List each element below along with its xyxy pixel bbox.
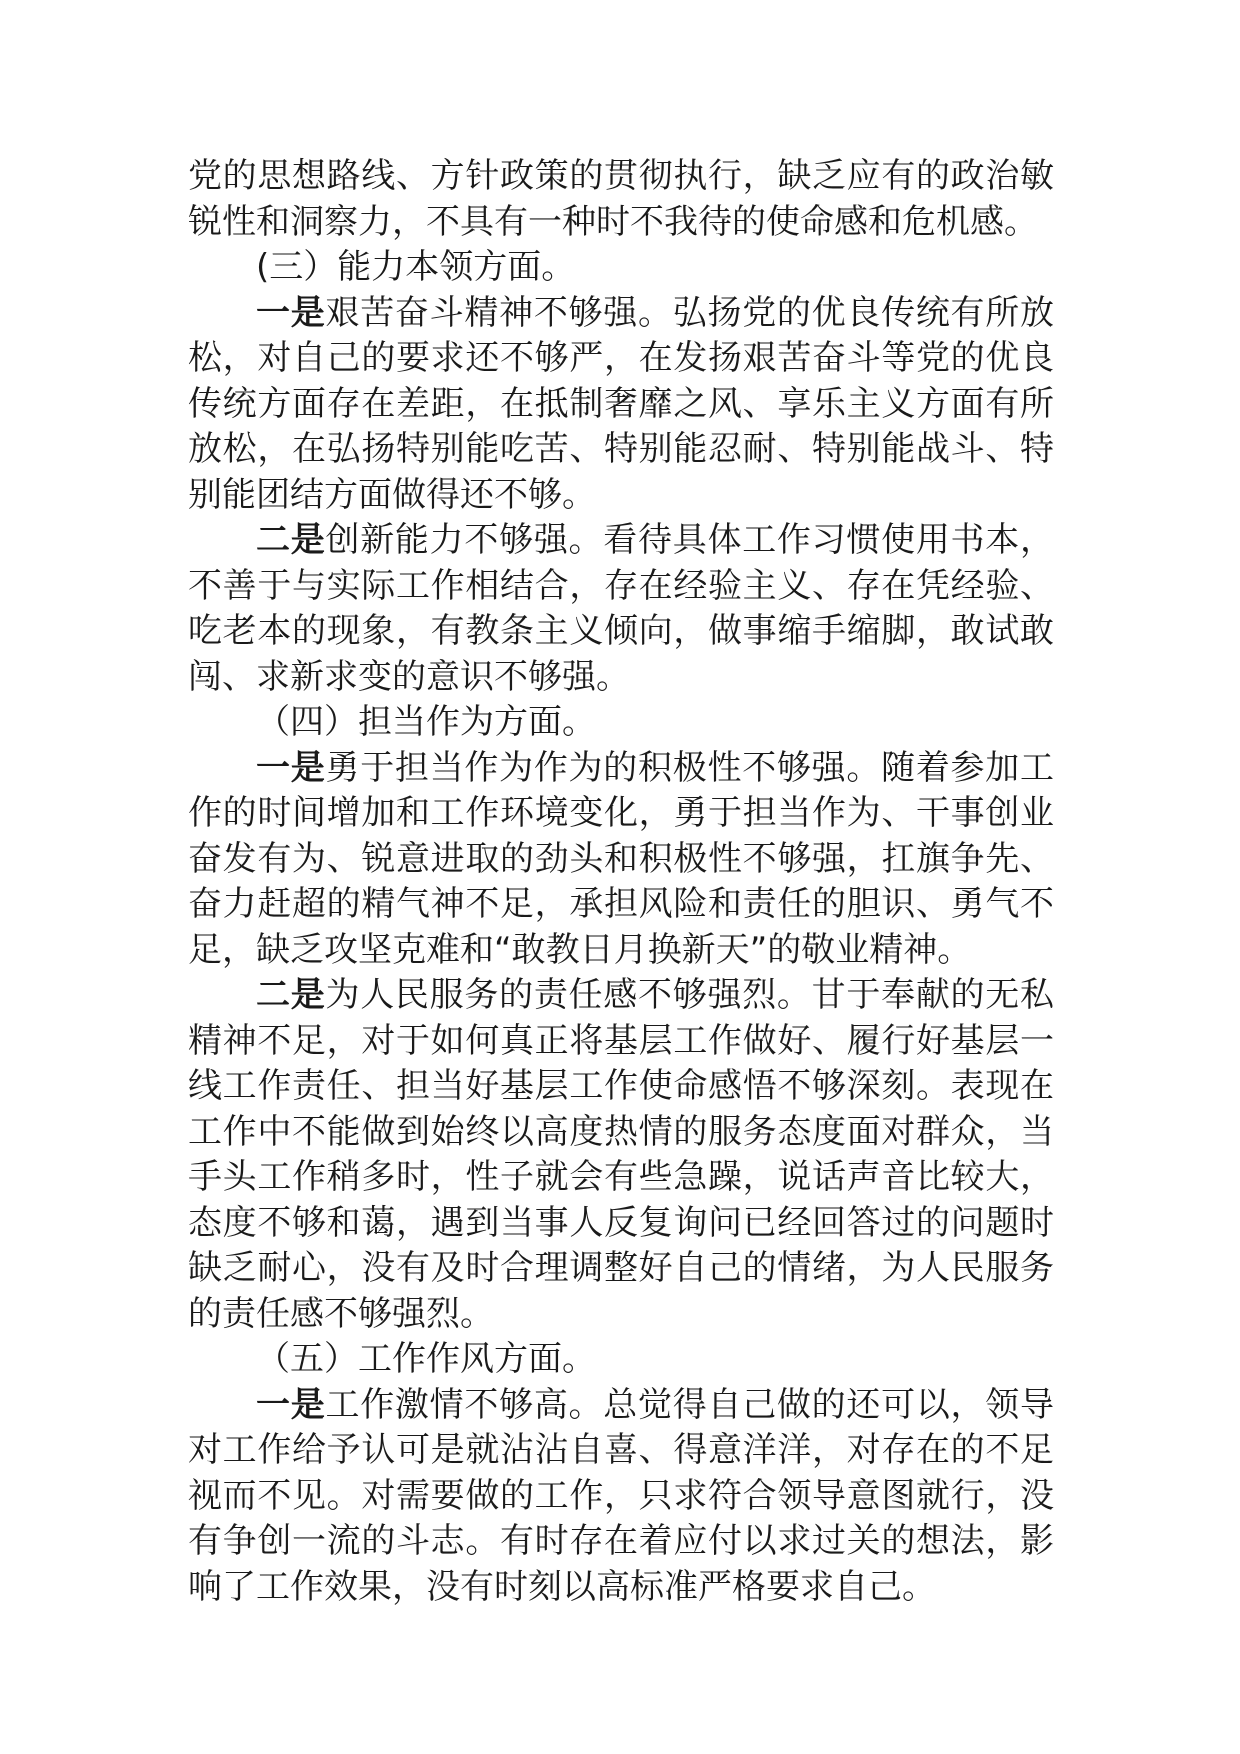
section-heading-five: （五）工作作风方面。 (256, 1339, 596, 1379)
point-lead: 一是 (256, 747, 326, 788)
paragraph-point (188, 746, 1054, 974)
paragraph-point (188, 1383, 1054, 1611)
paragraph-point (188, 518, 1054, 700)
point-lead: 一是 (256, 1384, 326, 1425)
paragraph-continuation: 党的思想路线、方针政策的贯彻执行，缺乏应有的政治敏锐性和洞察力，不具有一种时不我待的使命感和危机感。 (188, 156, 1054, 242)
section-heading-four: （四）担当作为方面。 (256, 702, 596, 742)
paragraph-point (188, 291, 1054, 519)
point-text: 工作激情不够高。总觉得自己做的还可以，领导对工作给予认可是就沾沾自喜、得意洋洋，对存在的不足视而不见。对需要做的工作，只求符合领导意图就行，没有争创一流的斗志。有时存在着应付以求过关的想法，影响了工作效果，没有时刻以高标准严格要求自己。 (188, 1384, 1055, 1607)
point-text: 艰苦奋斗精神不够强。弘扬党的优良传统有所放松，对自己的要求还不够严，在发扬艰苦奋斗等党的优良传统方面存在差距，在抵制奢靡之风、享乐主义方面有所放松，在弘扬特别能吃苦、特别能忍耐、特别能战斗、特别能团结方面做得还不够。 (188, 292, 1055, 515)
point-lead: 二是 (256, 520, 326, 560)
point-text: 勇于担当作为作为的积极性不够强。随着参加工作的时间增加和工作环境变化，勇于担当作为、干事创业奋发有为、锐意进取的劲头和积极性不够强，扛旗争先、奋力赶超的精气神不足，承担风险和责任的胆识、勇气不足，缺乏攻坚克难和“敢教日月换新天”的敬业精神。 (188, 747, 1055, 970)
section-heading-three: (三）能力本领方面。 (256, 247, 576, 287)
point-lead: 一是 (256, 292, 326, 333)
point-text: 创新能力不够强。看待具体工作习惯使用书本，不善于与实际工作相结合，存在经验主义、存在凭经验、吃老本的现象，有教条主义倾向，做事缩手缩脚，敢试敢闯、求新求变的意识不够强。 (188, 520, 1055, 697)
point-lead: 二是 (256, 975, 326, 1015)
point-text: 为人民服务的责任感不够强烈。甘于奉献的无私精神不足，对于如何真正将基层工作做好、履行好基层一线工作责任、担当好基层工作使命感悟不够深刻。表现在工作中不能做到始终以高度热情的服务态度面对群众，当手头工作稍多时，性子就会有些急躁，说话声音比较大，态度不够和蔼，遇到当事人反复询问已经回答过的问题时缺乏耐心，没有及时合理调整好自己的情绪，为人民服务的责任感不够强烈。 (188, 975, 1055, 1334)
paragraph-point (188, 973, 1054, 1337)
document-page (188, 154, 1054, 1610)
